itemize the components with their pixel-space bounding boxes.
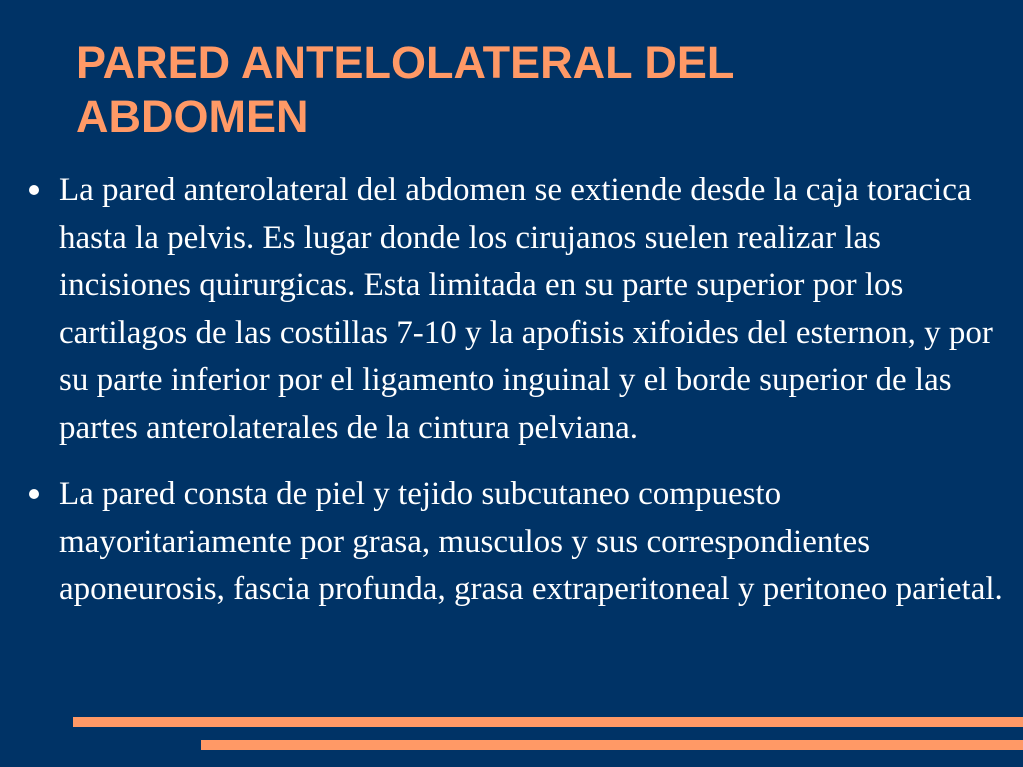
slide-title-line-1: PARED ANTELOLATERAL DEL: [76, 37, 735, 88]
slide-title-line-2: ABDOMEN: [76, 91, 309, 142]
bullet-item: [26, 167, 1016, 452]
bullet-list: [26, 167, 1016, 633]
decorative-rule-bottom: [201, 740, 1023, 750]
bullet-dot-icon: [29, 185, 39, 195]
bullet-text: La pared consta de piel y tejido subcutaneo compuesto mayoritariamente por grasa, musculos y sus correspondientes aponeurosis, fascia profunda, grasa extraperitoneal y peritoneo parietal.: [59, 476, 1003, 607]
slide-title: [76, 36, 976, 144]
bullet-text: La pared anterolateral del abdomen se extiende desde la caja toracica hasta la pelvis. Es lugar donde los cirujanos suelen realizar las incisiones quirurgicas. Esta limitada en su parte superior por los cartilagos de las costillas 7-10 y la apofisis xifoides del esternon, y por su parte inferior por el ligamento inguinal y el borde superior de las partes anterolaterales de la cintura pelviana.: [59, 172, 993, 446]
bullet-dot-icon: [29, 489, 39, 499]
bullet-item: [26, 471, 1016, 614]
decorative-rule-top: [73, 717, 1023, 727]
